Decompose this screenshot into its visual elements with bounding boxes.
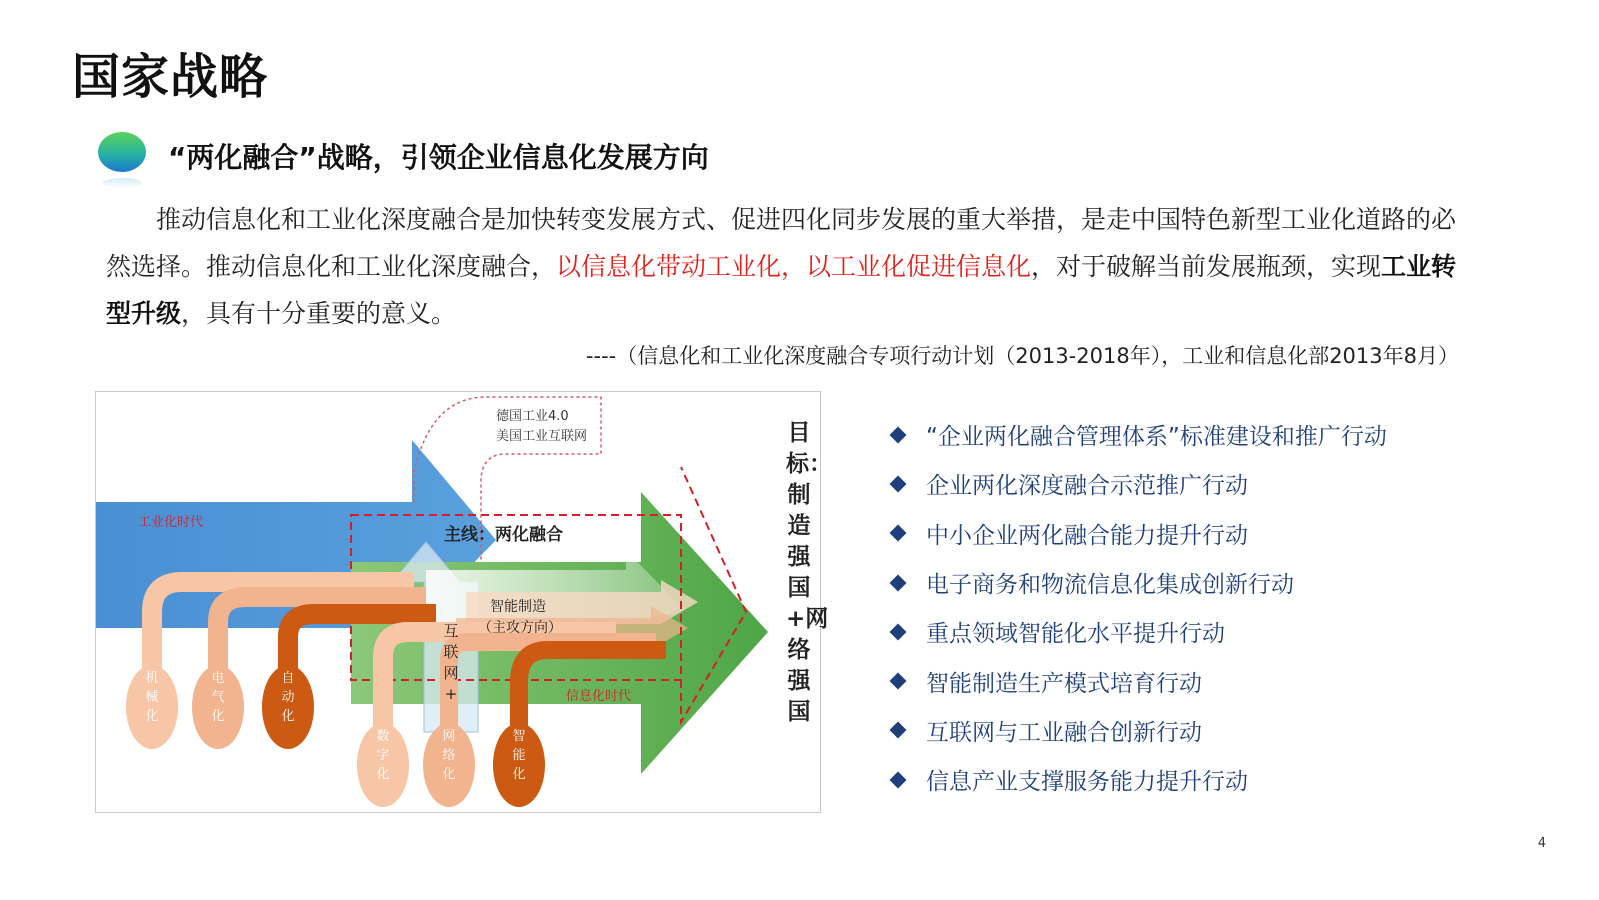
diamond-bullet-icon <box>890 722 907 739</box>
diamond-bullet-icon <box>890 771 907 788</box>
stage-label-automation: 自动化 <box>281 671 295 724</box>
bullet-ball-icon <box>98 132 146 172</box>
diamond-bullet-icon <box>890 426 907 443</box>
action-item <box>888 509 1387 558</box>
info-era-label: 信息化时代 <box>566 689 632 704</box>
action-text: “企业两化融合管理体系”标准建设和推广行动 <box>926 424 1387 451</box>
industrial-era-label: 工业化时代 <box>138 515 204 530</box>
paragraph-part3: ，具有十分重要的意义。 <box>181 299 457 328</box>
stage-label-mechanization: 机械化 <box>145 671 159 724</box>
smart-mfg-label: 智能制造 <box>490 599 546 615</box>
stage-label-digitization: 数字化 <box>376 729 390 782</box>
internet-plus-label: 互联网+ <box>443 622 459 703</box>
action-item <box>888 410 1387 459</box>
action-item <box>888 755 1387 804</box>
citation: ----（信息化和工业化深度融合专项行动计划（2013-2018年），工业和信息化部2013年8月） <box>585 344 1459 368</box>
goal-label: 目标：制造强国+网络强国 <box>786 420 832 725</box>
page-title: 国家战略 <box>72 49 269 105</box>
action-text: 智能制造生产模式培育行动 <box>926 670 1202 697</box>
action-item <box>888 459 1387 508</box>
page-number: 4 <box>1537 836 1546 851</box>
stage-label-intelligence: 智能化 <box>512 729 526 782</box>
paragraph-highlight-red: 以信息化带动工业化，以工业化促进信息化 <box>556 252 1032 281</box>
smart-mfg-sub-label: （主攻方向） <box>478 620 562 636</box>
fusion-diagram <box>95 391 832 813</box>
action-text: 中小企业两化融合能力提升行动 <box>926 522 1248 549</box>
action-item <box>888 558 1387 607</box>
action-text: 重点领域智能化水平提升行动 <box>926 621 1225 648</box>
diamond-bullet-icon <box>890 525 907 542</box>
paragraph-highlight-bold: 工业转型升级 <box>106 252 1457 328</box>
diamond-bullet-icon <box>890 673 907 690</box>
usa-label: 美国工业互联网 <box>496 429 588 444</box>
action-item <box>888 706 1387 755</box>
body-paragraph <box>106 196 1471 337</box>
fusion-diagram-svg <box>96 392 832 812</box>
bullet-ball-shadow <box>102 178 142 188</box>
mainline-label: 主线：两化融合 <box>444 525 563 545</box>
germany-label: 德国工业4.0 <box>496 409 569 424</box>
paragraph-part1: 推动信息化和工业化深度融合是加快转变发展方式、促进四化同步发展的重大举措，是走中国特色新型工业化道路的必然选择。推动信息化和工业化深度融合， <box>106 205 1457 281</box>
action-text: 互联网与工业融合创新行动 <box>926 719 1202 746</box>
action-text: 信息产业支撑服务能力提升行动 <box>926 769 1248 796</box>
action-item <box>888 656 1387 705</box>
diamond-bullet-icon <box>890 623 907 640</box>
diamond-bullet-icon <box>890 475 907 492</box>
stage-label-networking: 网络化 <box>442 729 456 782</box>
paragraph-part2: ，对于破解当前发展瓶颈，实现 <box>1031 252 1382 281</box>
action-list <box>888 410 1387 804</box>
section-subtitle: “两化融合”战略，引领企业信息化发展方向 <box>168 141 709 174</box>
diamond-bullet-icon <box>890 574 907 591</box>
action-text: 企业两化深度融合示范推广行动 <box>926 473 1248 500</box>
action-item <box>888 607 1387 656</box>
action-text: 电子商务和物流信息化集成创新行动 <box>926 572 1294 599</box>
stage-label-electrification: 电气化 <box>211 671 225 724</box>
